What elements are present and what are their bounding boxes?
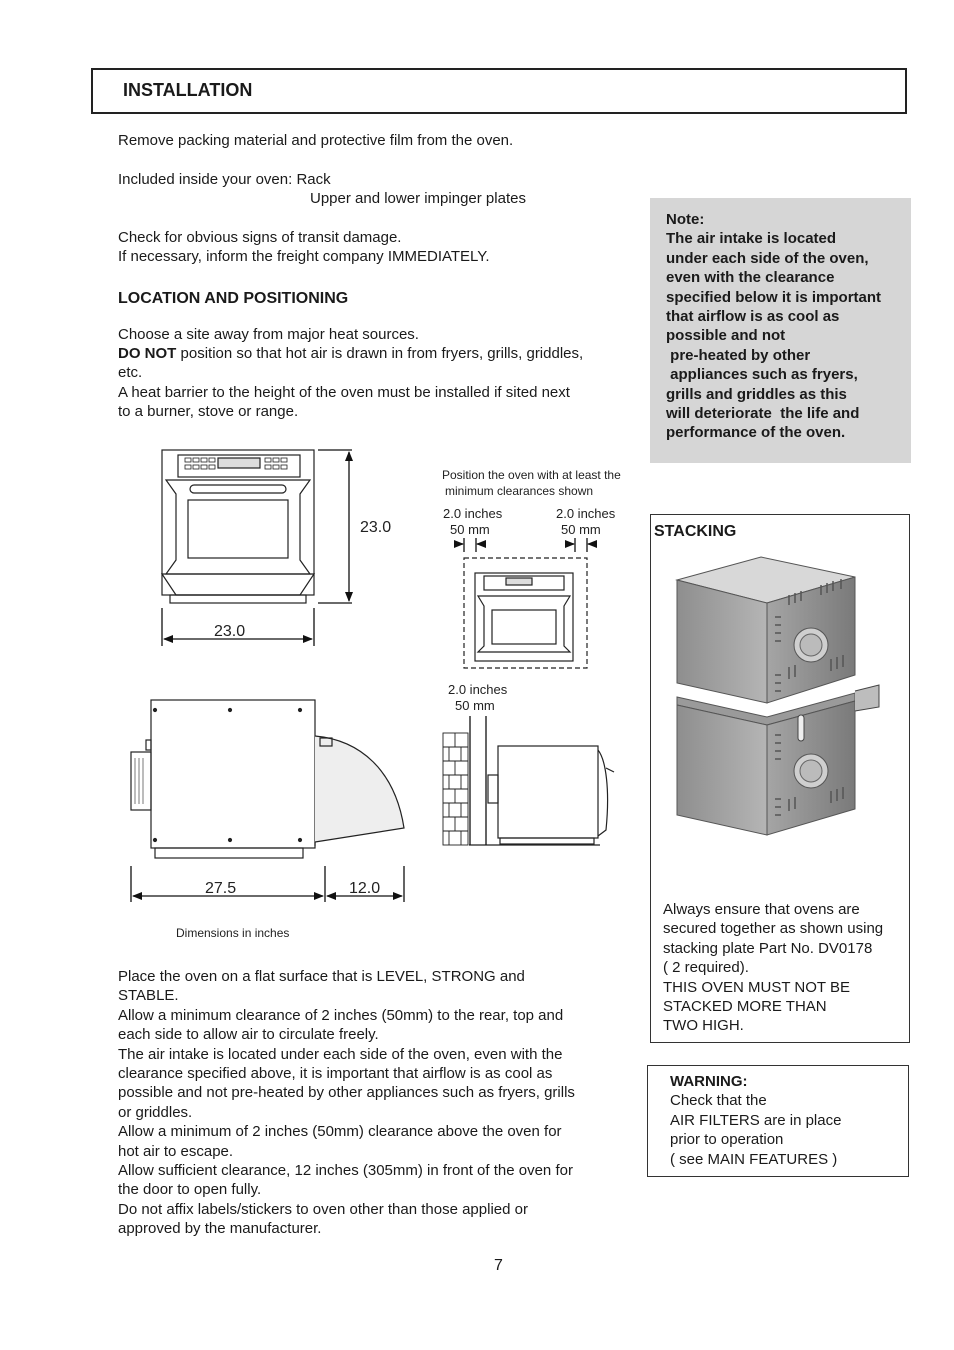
- oven-side-view: [131, 700, 404, 858]
- stacking-line: Always ensure that ovens are: [663, 901, 860, 918]
- oven-front-view: [162, 450, 314, 603]
- placement-line: possible and not pre-heated by other appliances such as fryers, grills: [118, 1084, 575, 1102]
- placement-line: Allow a minimum of 2 inches (50mm) clearance above the oven for: [118, 1123, 562, 1141]
- location-p2: [118, 344, 583, 363]
- location-p3a: A heat barrier to the height of the oven must be installed if sited next: [118, 384, 570, 401]
- dim-width: 23.0: [214, 623, 246, 640]
- section-header: [91, 68, 907, 114]
- location-heading: LOCATION AND POSITIONING: [118, 290, 349, 307]
- stacking-line: STACKED MORE THAN: [663, 998, 827, 1016]
- placement-line: each side to allow air to circulate freely.: [118, 1026, 379, 1044]
- location-p3b: to a burner, stove or range.: [118, 403, 299, 420]
- location-p1: Choose a site away from major heat sources.: [118, 326, 419, 343]
- warning-label: WARNING:: [670, 1073, 748, 1090]
- clearance-left-in: 2.0 inches: [443, 506, 503, 521]
- intro-check: Check for obvious signs of transit damage.: [118, 229, 402, 246]
- placement-line: Allow a minimum clearance of 2 inches (50mm) to the rear, top and: [118, 1006, 564, 1024]
- dim-height: 23.0: [360, 519, 392, 536]
- dim-door: 12.0: [349, 880, 381, 897]
- do-not-label: DO NOT: [118, 345, 177, 362]
- oven-dimension-diagram: [95, 440, 630, 950]
- stacking-line: ( 2 required).: [663, 959, 749, 977]
- clearance-right-mm: 50 mm: [561, 522, 601, 537]
- placement-line: Allow sufficient clearance, 12 inches (305mm) in front of the oven for: [118, 1162, 573, 1180]
- warning-line: Check that the: [670, 1092, 767, 1110]
- stacking-line: stacking plate Part No. DV0178: [663, 939, 873, 957]
- page-number: 7: [494, 1257, 503, 1274]
- intro-included-item: Upper and lower impinger plates: [310, 190, 526, 207]
- placement-line: Place the oven on a flat surface that is LEVEL, STRONG and: [118, 968, 525, 985]
- stacking-box: [650, 514, 910, 1043]
- brick-wall: [443, 733, 468, 845]
- placement-line: the door to open fully.: [118, 1181, 262, 1199]
- stacking-heading: STACKING: [654, 523, 737, 540]
- clearance-note-2: minimum clearances shown: [445, 484, 594, 498]
- warning-text: [670, 1072, 841, 1169]
- placement-line: Do not affix labels/stickers to oven other than those applied or: [118, 1200, 528, 1218]
- clearance-rear-in: 2.0 inches: [448, 682, 508, 697]
- note-text: Note: The air intake is located under each side of the oven, even with the clearance specified below it is important that airflow is as cool as possible and not pre-heated by other appliances such as fryers, grills and griddles as this will deteriorate the life and performance of the oven.: [666, 211, 882, 442]
- placement-line: clearance specified above, it is important that airflow is as cool as: [118, 1065, 553, 1083]
- clearance-left-mm: 50 mm: [450, 522, 490, 537]
- oven-clearance-view: [464, 558, 587, 668]
- clearance-note-1: Position the oven with at least the: [442, 468, 621, 482]
- stacking-line: THIS OVEN MUST NOT BE: [663, 978, 850, 996]
- stacking-line: secured together as shown using: [663, 920, 884, 938]
- oven-side-small: [469, 746, 614, 845]
- warning-line: prior to operation: [670, 1131, 784, 1149]
- note-box: [650, 198, 911, 463]
- warning-line: ( see MAIN FEATURES ): [670, 1150, 838, 1168]
- placement-line: The air intake is located under each side of the oven, even with the: [118, 1045, 563, 1063]
- location-p2-rest: position so that hot air is drawn in from fryers, grills, griddles,: [176, 345, 584, 362]
- intro-inform: If necessary, inform the freight company IMMEDIATELY.: [118, 248, 490, 265]
- dims-note: Dimensions in inches: [176, 926, 290, 940]
- stacked-ovens-illustration: [671, 555, 896, 845]
- dim-depth: 27.5: [205, 880, 237, 897]
- warning-line: AIR FILTERS are in place: [670, 1111, 842, 1129]
- section-title: INSTALLATION: [123, 80, 253, 100]
- placement-line: or griddles.: [118, 1103, 193, 1121]
- stacking-text: [663, 900, 883, 1036]
- clearance-rear-mm: 50 mm: [455, 698, 495, 713]
- intro-included: Included inside your oven: Rack: [118, 171, 331, 188]
- location-p2-cont: etc.: [118, 364, 143, 381]
- clearance-right-in: 2.0 inches: [556, 506, 616, 521]
- placement-line: hot air to escape.: [118, 1142, 234, 1160]
- placement-line: STABLE.: [118, 987, 179, 1005]
- stacking-line: TWO HIGH.: [663, 1017, 744, 1035]
- intro-remove: Remove packing material and protective film from the oven.: [118, 132, 514, 149]
- placement-line: approved by the manufacturer.: [118, 1220, 322, 1238]
- warning-box: [647, 1065, 909, 1177]
- placement-text: [118, 967, 575, 1239]
